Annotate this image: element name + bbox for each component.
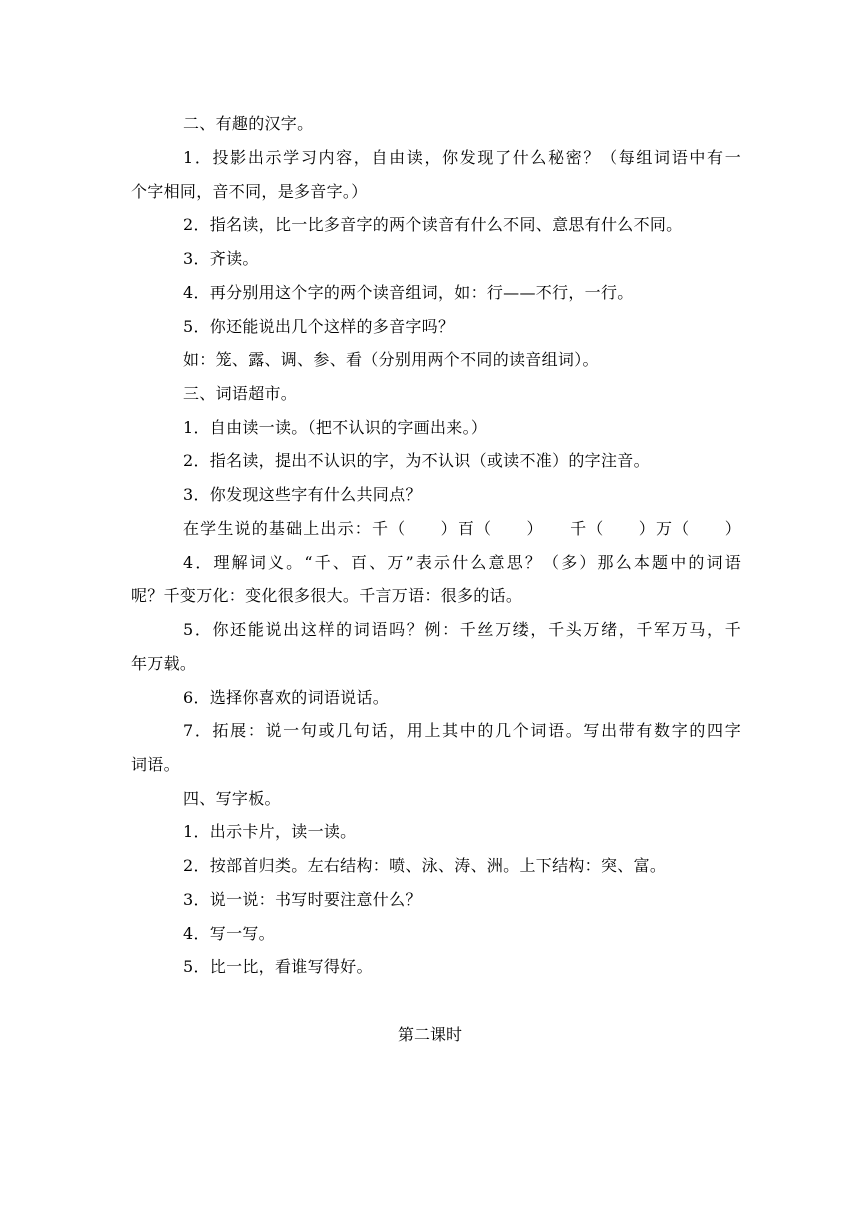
paragraph-line: 5．你还能说出这样的词语吗？例：千丝万缕，千头万绪，千军万马，千 [183,620,741,639]
paragraph-line: 6．选择你喜欢的词语说话。 [183,688,390,707]
paragraph-line: 词语。 [131,755,180,774]
section-title: 第二课时 [397,1025,462,1044]
heading-writing-board: 四、写字板。 [183,789,281,808]
paragraph-line: 1．自由读一读。（把不认识的字画出来。） [183,418,488,437]
paragraph-line: 个字相同，音不同，是多音字。） [131,182,368,201]
paragraph-line: 3．你发现这些字有什么共同点？ [183,485,422,504]
paragraph-line: 5．你还能说出几个这样的多音字吗？ [183,317,455,336]
paragraph-line: 呢？千变万化：变化很多很大。千言万语：很多的话。 [131,586,523,605]
paragraph-line: 2．指名读，提出不认识的字，为不认识（或读不准）的字注音。 [183,451,650,470]
paragraph-line: 2．指名读，比一比多音字的两个读音有什么不同、意思有什么不同。 [183,215,683,234]
paragraph-line: 2．按部首归类。左右结构：喷、泳、涛、洲。上下结构：突、富。 [183,856,667,875]
paragraph-line: 4．理解词义。“千、百、万”表示什么意思？（多）那么本题中的词语 [183,553,741,572]
paragraph-line: 3．齐读。 [183,249,259,268]
paragraph-line: 年万载。 [131,654,197,673]
paragraph-line: 在学生说的基础上出示：千（ ）百（ ） 千（ ）万（ ） [183,519,741,538]
paragraph-line: 3．说一说：书写时要注意什么？ [183,890,422,909]
paragraph-line: 1．投影出示学习内容，自由读，你发现了什么秘密？（每组词语中有一 [183,148,741,167]
paragraph-line: 如：笼、露、调、参、看（分别用两个不同的读音组词）。 [183,350,599,369]
paragraph-line: 7．拓展：说一句或几句话，用上其中的几个词语。写出带有数字的四字 [183,721,741,740]
paragraph-line: 5．比一比，看谁写得好。 [183,957,373,976]
heading-word-supermarket: 三、词语超市。 [183,384,298,403]
paragraph-line: 4．写一写。 [183,924,275,943]
heading-interesting-chinese-characters: 二、有趣的汉字。 [183,114,314,133]
paragraph-line: 4．再分别用这个字的两个读音组词，如：行——不行，一行。 [183,283,634,302]
paragraph-line: 1．出示卡片，读一读。 [183,822,357,841]
